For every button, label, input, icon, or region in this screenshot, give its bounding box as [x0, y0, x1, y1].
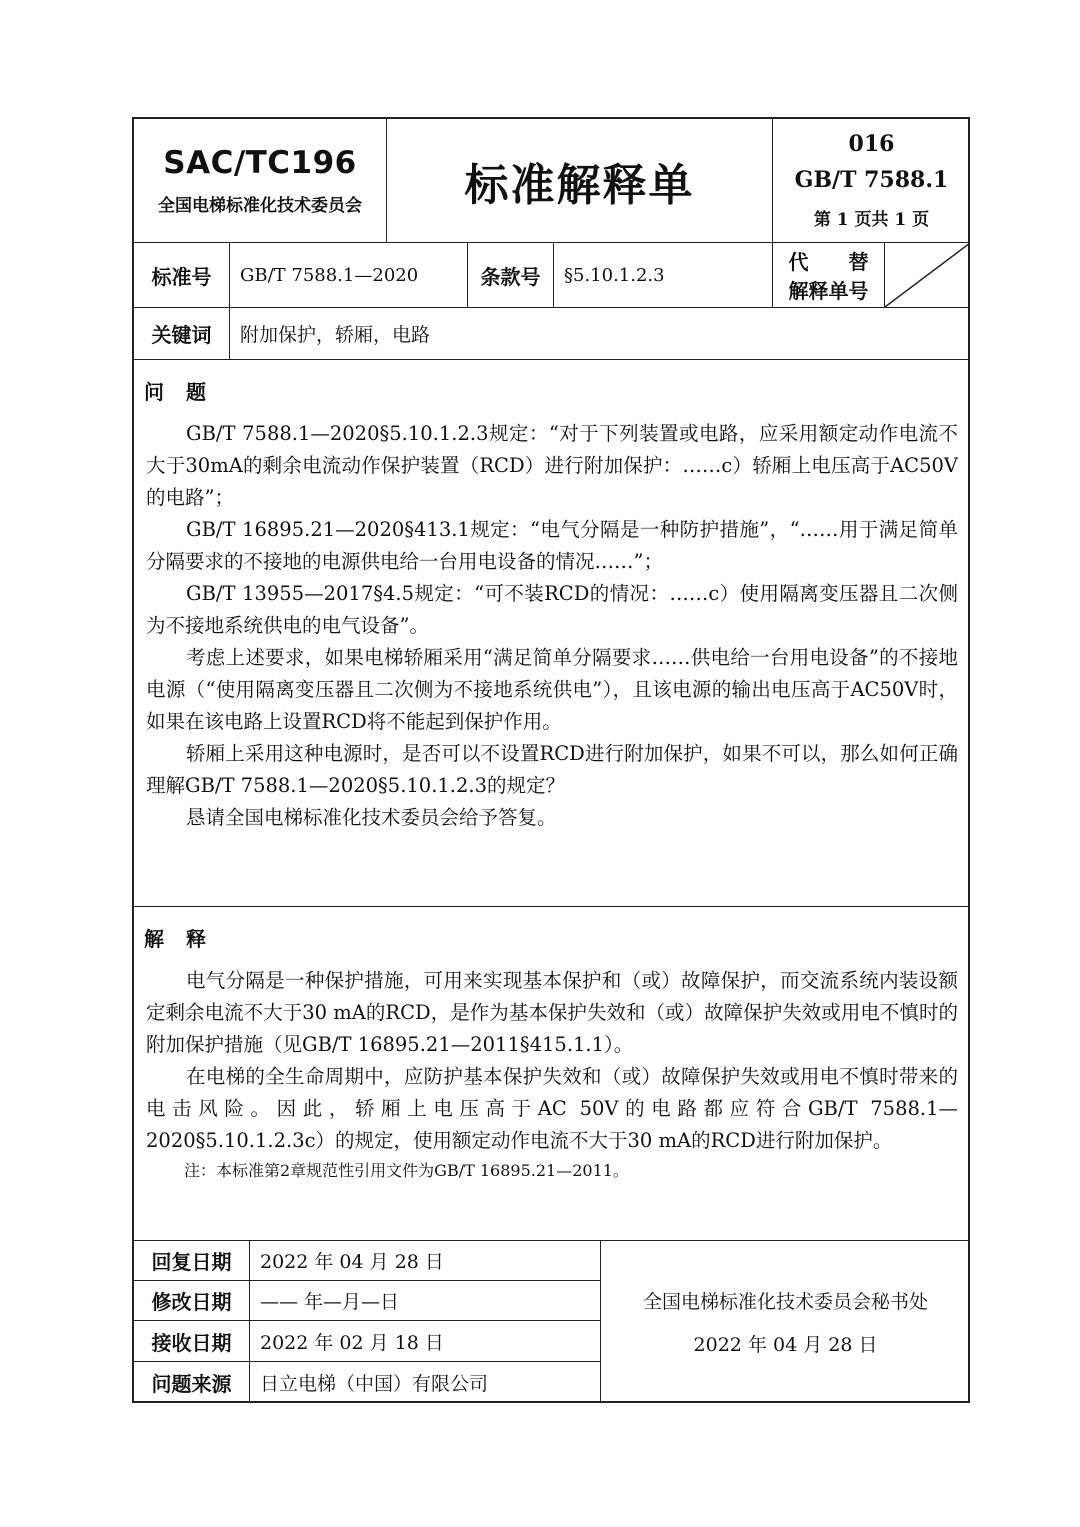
source-row	[134, 1362, 600, 1403]
modify-date-label: 修改日期	[134, 1281, 250, 1320]
replace-label-line2: 解释单号	[788, 279, 869, 303]
interpretation-form	[132, 117, 970, 1403]
replace-label-line1: 代 替	[788, 250, 869, 274]
clause-label: 条款号	[468, 243, 554, 307]
reply-date-label: 回复日期	[134, 1241, 250, 1280]
signing-organization: 全国电梯标准化技术委员会秘书处	[642, 1291, 928, 1313]
answer-heading: 解释	[144, 927, 228, 951]
answer-note: 注：本标准第2章规范性引用文件为GB/T 16895.21—2011。	[184, 1161, 629, 1180]
modify-date-row	[134, 1281, 600, 1321]
receive-date-value: 2022 年 02 月 18 日	[260, 1331, 444, 1354]
number-block	[773, 119, 970, 242]
standard-label: 标准号	[134, 243, 230, 307]
receive-date-label: 接收日期	[134, 1321, 250, 1361]
question-heading: 问题	[144, 380, 228, 404]
question-paragraph: 考虑上述要求，如果电梯轿厢采用“满足简单分隔要求……供电给一台用电设备”的不接地电源（“使用隔离变压器且二次侧为不接地系统供电”），且该电源的输出电压高于AC50V时，如果在该电路上设置RCD将不能起到保护作用。	[146, 646, 958, 733]
keywords-label: 关键词	[134, 308, 230, 359]
standard-row	[134, 243, 968, 308]
signing-date: 2022 年 04 月 28 日	[693, 1334, 878, 1356]
reply-date-row	[134, 1241, 600, 1281]
keywords-row	[134, 308, 968, 360]
standard-value: GB/T 7588.1—2020	[230, 243, 468, 307]
answer-paragraph: 在电梯的全生命周期中，应防护基本保护失效和（或）故障保护失效或用电不慎时带来的电击风险。因此，轿厢上电压高于AC 50V的电路都应符合GB/T 7588.1—2020§5.10.1.2.3c）的规定，使用额定动作电流不大于30 mA的RCD进行附加保护。	[146, 1065, 958, 1152]
form-header	[134, 119, 968, 243]
question-section	[134, 360, 968, 907]
receive-date-row	[134, 1321, 600, 1362]
reply-date-value: 2022 年 04 月 28 日	[260, 1251, 444, 1273]
question-paragraph: GB/T 16895.21—2020§413.1规定：“电气分隔是一种防护措施”，“……用于满足简单分隔要求的不接地的电源供电给一台用电设备的情况……”；	[146, 518, 958, 573]
question-paragraph: GB/T 7588.1—2020§5.10.1.2.3规定：“对于下列装置或电路，应采用额定动作电流不大于30mA的剩余电流动作保护装置（RCD）进行附加保护：……c）轿厢上电压高于AC50V的电路”；	[146, 422, 958, 509]
signature-block	[600, 1241, 970, 1403]
document-title: 标准解释单	[464, 159, 695, 211]
org-code: SAC/TC196	[163, 145, 357, 181]
org-block	[134, 119, 387, 242]
document-number: 016	[848, 131, 895, 157]
diagonal-slash	[885, 243, 970, 307]
standard-code: GB/T 7588.1	[794, 167, 949, 193]
replace-value-empty	[885, 243, 970, 307]
clause-value: §5.10.1.2.3	[554, 243, 773, 307]
source-value: 日立电梯（中国）有限公司	[260, 1373, 489, 1395]
org-name: 全国电梯标准化技术委员会	[158, 196, 362, 216]
page-info: 第 1 页共 1 页	[813, 210, 930, 230]
answer-body	[146, 965, 958, 1185]
source-label: 问题来源	[134, 1362, 250, 1403]
replace-label	[773, 243, 885, 307]
modify-date-value: —— 年—月—日	[260, 1291, 400, 1313]
question-body	[146, 418, 958, 834]
answer-section	[134, 907, 968, 1241]
question-paragraph: GB/T 13955—2017§4.5规定：“可不装RCD的情况：……c）使用隔离变压器且二次侧为不接地系统供电的电气设备”。	[146, 582, 958, 637]
question-paragraph: 恳请全国电梯标准化技术委员会给予答复。	[186, 806, 557, 829]
question-paragraph: 轿厢上采用这种电源时，是否可以不设置RCD进行附加保护，如果不可以，那么如何正确理解GB/T 7588.1—2020§5.10.1.2.3的规定？	[146, 742, 958, 797]
keywords-value: 附加保护，轿厢，电路	[240, 324, 431, 346]
answer-paragraph: 电气分隔是一种保护措施，可用来实现基本保护和（或）故障保护，而交流系统内装设额定剩余电流不大于30 mA的RCD，是作为基本保护失效和（或）故障保护失效或用电不慎时的附加保护措施（见GB/T 16895.21—2011§415.1.1）。	[146, 969, 958, 1056]
title-block	[387, 119, 773, 242]
